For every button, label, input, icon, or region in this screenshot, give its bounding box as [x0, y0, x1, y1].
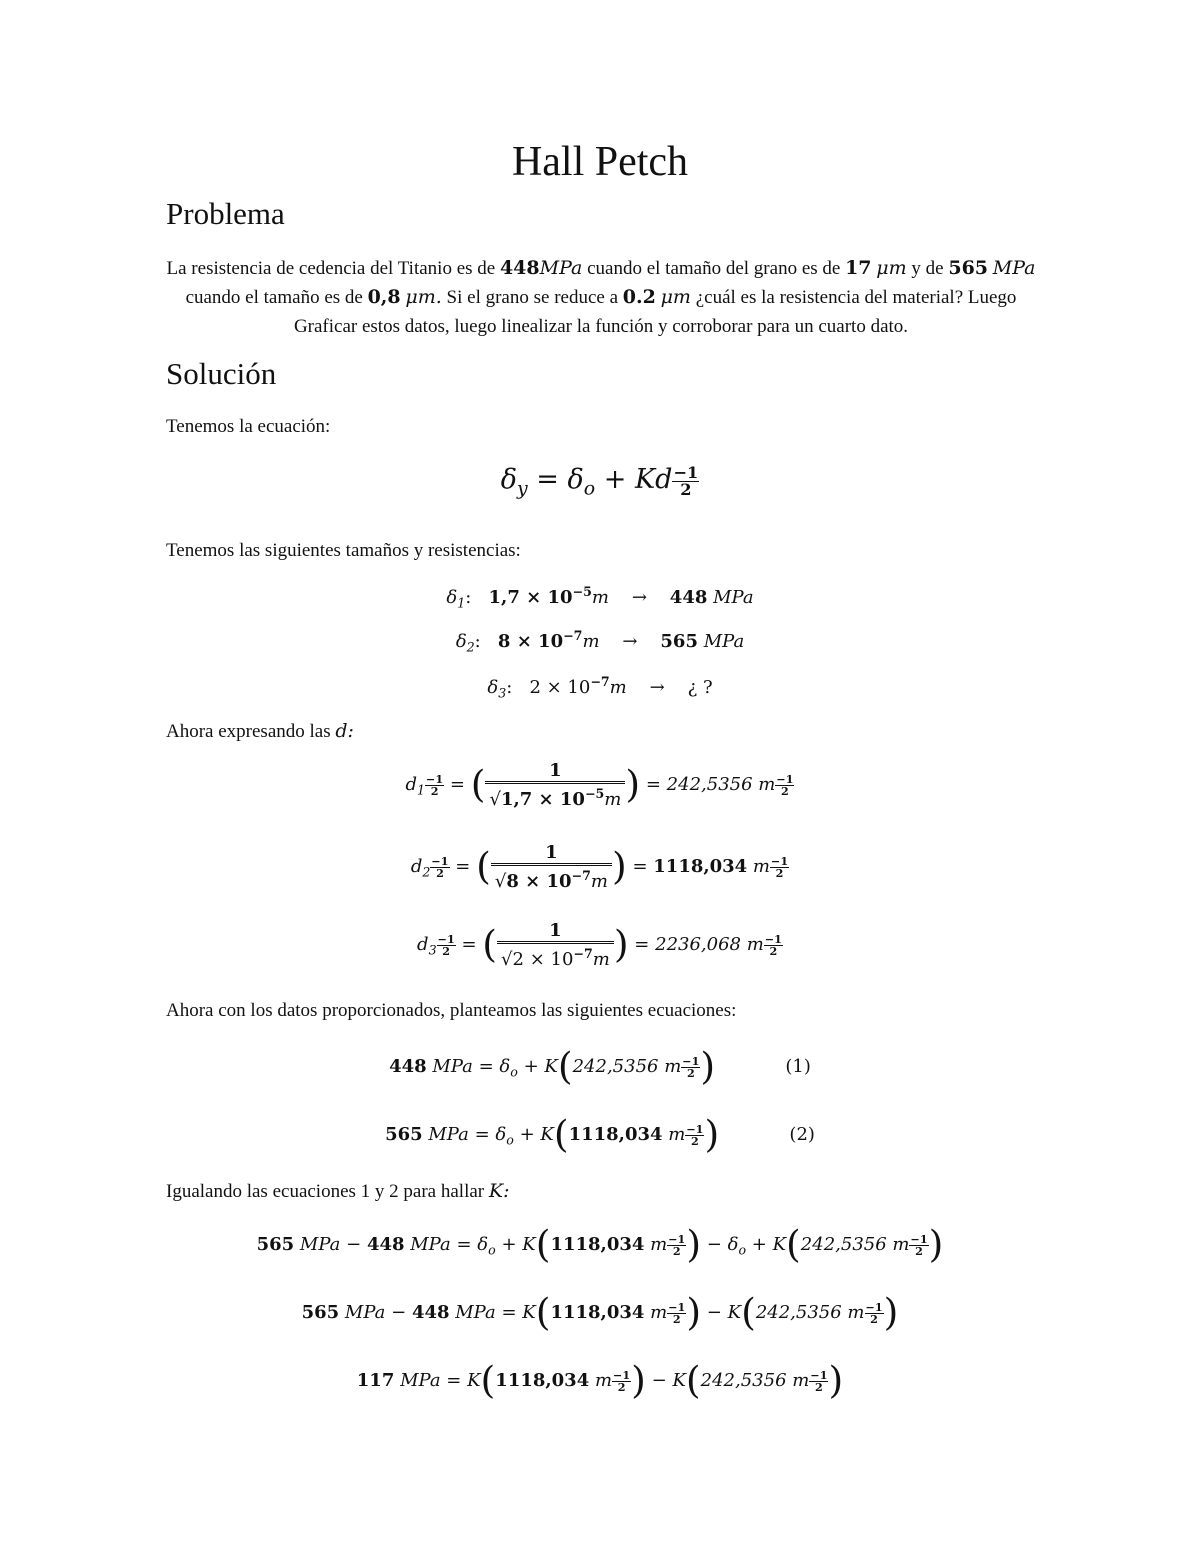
- data-row-3: $\delta_3$: $2 \times 10^{-7}m$ → ¿ ?: [487, 674, 713, 701]
- problem-statement: La resistencia de cedencia del Titanio es de 448MPa cuando el tamaño del grano es de 17 μm y de 565 MPa cuando el tamaño es de 0,8 μm. Si el grano se reduce a 0.2 μm ¿cuál es la resistencia del material? Luego Graficar estos datos, luego linealizar la función y corroborar para un cuarto dato.: [166, 257, 1036, 337]
- page-title: Hall Petch: [511, 139, 689, 185]
- intro-K-text: Igualando las ecuaciones 1 y 2 para hallar K:: [166, 1180, 510, 1202]
- step-eq-1: 565 MPa − 448 MPa = $\delta_o + K(1118,034$ m $\frac{-1}{2}$ ) − $\delta_o + K(242,5356$ m $\frac{-1}{2}$ ): [256, 1222, 944, 1266]
- d-row-1: $d_1$ $\frac{-1}{2}$ = ( $\frac{1}{√1,7 \times 10^{-5}m}$ ) = 242,5356 m $\frac{-1}{2}$: [405, 760, 794, 810]
- data-row-2: $\delta_2$: $8 \times 10^{-7}m$ → 565 MPa: [455, 628, 745, 655]
- problem-heading: Problema: [166, 196, 285, 231]
- data-row-1: $\delta_1$: $1,7 \times 10^{-5}m$ → 448 MPa: [446, 584, 754, 611]
- solution-heading: Solución: [166, 356, 277, 391]
- system-eq-2: 565 MPa = $\delta_o + K(1118,034$ m $\frac{-1}{2}$ ) (2): [385, 1112, 815, 1156]
- d-row-3: $d_3$ $\frac{-1}{2}$ = ( $\frac{1}{√2 \times 10^{-7}m}$ ) = 2236,068 m $\frac{-1}{2}$: [417, 920, 782, 970]
- intro-equation-text: Tenemos la ecuación:: [166, 416, 331, 437]
- hall-petch-equation: $\delta_y = \delta_o + Kd$ $\frac{-1}{2}$: [500, 463, 699, 500]
- d-row-2: $d_2$ $\frac{-1}{2}$ = ( $\frac{1}{√8 \times 10^{-7}m}$ ) = 1118,034 m $\frac{-1}{2}$: [410, 842, 789, 892]
- intro-data-text: Tenemos las siguientes tamaños y resistencias:: [166, 540, 521, 561]
- intro-eqs-text: Ahora con los datos proporcionados, planteamos las siguientes ecuaciones:: [166, 1000, 737, 1021]
- step-eq-3: 117 MPa = K(1118,034 m $\frac{-1}{2}$ ) − K(242,5356 m $\frac{-1}{2}$ ): [356, 1358, 844, 1402]
- system-eq-1: 448 MPa = $\delta_o + K(242,5356$ m $\frac{-1}{2}$ ) (1): [389, 1044, 811, 1088]
- step-eq-2: 565 MPa − 448 MPa = K(1118,034 m $\frac{-1}{2}$ ) − K(242,5356 m $\frac{-1}{2}$ ): [301, 1290, 899, 1334]
- intro-d-text: Ahora expresando las d:: [166, 720, 354, 742]
